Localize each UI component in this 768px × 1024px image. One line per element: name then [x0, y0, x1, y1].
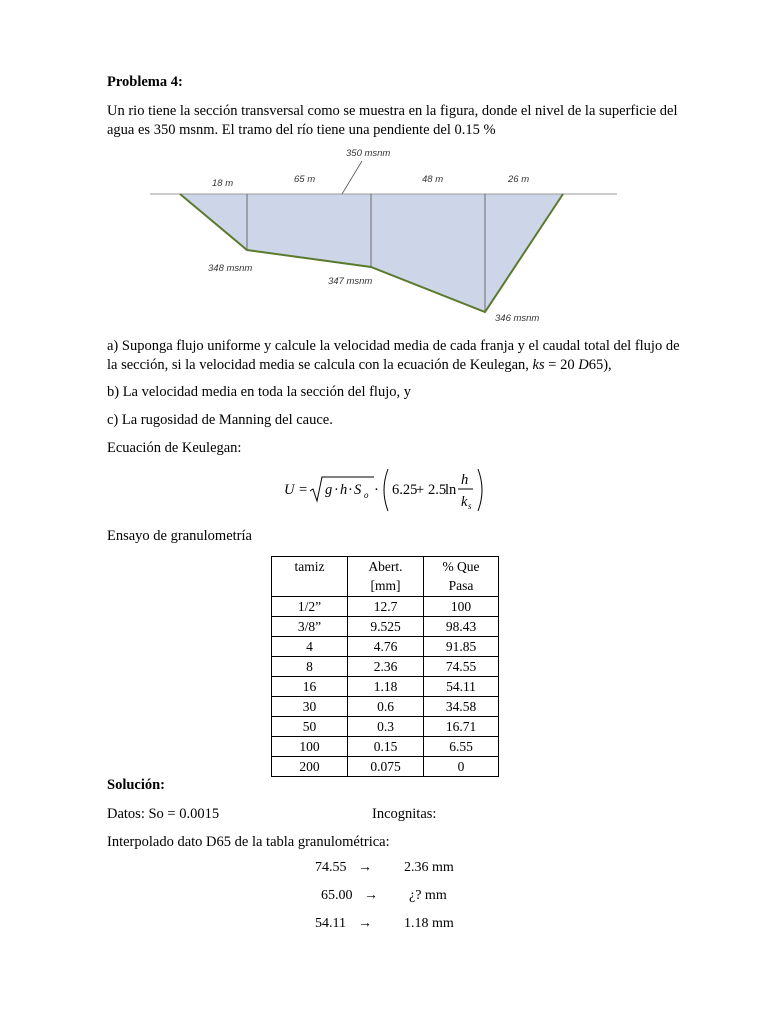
table-row [272, 617, 499, 637]
table-row [272, 657, 499, 677]
cell-pasa: 6.55 [424, 737, 499, 757]
cell-tamiz: 3/8” [272, 617, 348, 637]
interp-left-1: 74.55 [315, 860, 347, 875]
question-c: c) La rugosidad de Manning del cauce. [107, 412, 333, 428]
eq-num-h: h [461, 472, 469, 488]
eq-dot-2: · [348, 482, 353, 498]
water-level-label: 350 msnm [346, 148, 391, 159]
cell-pasa: 16.71 [424, 717, 499, 737]
eq-const-a: 6.25 [392, 482, 418, 498]
header-abertura: Abert. [mm] [348, 557, 424, 597]
datos-line: Datos: So = 0.0015 [107, 806, 220, 822]
cell-abertura: 1.18 [348, 677, 424, 697]
arrow-icon: → [364, 888, 378, 903]
granulometria-label: Ensayo de granulometría [107, 528, 252, 544]
keulegan-label: Ecuación de Keulegan: [107, 440, 242, 456]
interp-right-3: 1.18 mm [404, 916, 454, 931]
question-a-line-1: a) Suponga flujo uniforme y calcule la velocidad media de cada franja y el caudal total del flujo de [107, 338, 680, 354]
interp-right-1: 2.36 mm [404, 860, 454, 875]
cell-abertura: 4.76 [348, 637, 424, 657]
question-a-line-2 [107, 355, 612, 375]
eq-den-sub: s [468, 501, 472, 511]
table-row [272, 677, 499, 697]
question-b: b) La velocidad media en toda la sección del flujo, y [107, 384, 411, 400]
eq-s: S [354, 482, 362, 498]
cell-pasa: 74.55 [424, 657, 499, 677]
cell-abertura: 9.525 [348, 617, 424, 637]
intro-line-2: agua es 350 msnm. El tramo del río tiene una pendiente del 0.15 % [107, 122, 496, 138]
cell-tamiz: 8 [272, 657, 348, 677]
cell-tamiz: 50 [272, 717, 348, 737]
table-row [272, 717, 499, 737]
elevation-label-347: 347 msnm [328, 276, 373, 287]
cell-pasa: 98.43 [424, 617, 499, 637]
cell-abertura: 0.15 [348, 737, 424, 757]
table-row [272, 697, 499, 717]
cell-abertura: 0.6 [348, 697, 424, 717]
table-row [272, 637, 499, 657]
ks-tail: 65), [588, 357, 612, 373]
cell-pasa: 54.11 [424, 677, 499, 697]
cell-tamiz: 16 [272, 677, 348, 697]
cell-pasa: 91.85 [424, 637, 499, 657]
left-paren [384, 469, 388, 511]
ks-symbol: ks [532, 357, 545, 373]
interp-left-2: 65.00 [321, 888, 353, 903]
header-tamiz: tamiz [272, 557, 348, 597]
ks-equals: = 20 [544, 357, 579, 373]
cell-abertura: 0.075 [348, 757, 424, 777]
cell-abertura: 2.36 [348, 657, 424, 677]
interpolation-label: Interpolado dato D65 de la tabla granulométrica: [107, 834, 390, 850]
solucion-heading: Solución: [107, 777, 166, 793]
cell-pasa: 0 [424, 757, 499, 777]
cell-pasa: 34.58 [424, 697, 499, 717]
header-que-pasa: % Que Pasa [424, 557, 499, 597]
table-row [272, 737, 499, 757]
width-label-3: 48 m [422, 174, 444, 185]
right-paren [478, 469, 482, 511]
cell-tamiz: 100 [272, 737, 348, 757]
cell-tamiz: 4 [272, 637, 348, 657]
eq-den-k: k [461, 494, 468, 510]
width-label-2: 65 m [294, 174, 316, 185]
table-row [272, 757, 499, 777]
table-header-row [272, 557, 499, 597]
elevation-label-348: 348 msnm [208, 263, 253, 274]
eq-equals: = [299, 482, 308, 498]
eq-g: g [325, 482, 333, 498]
interp-left-3: 54.11 [315, 916, 346, 931]
cell-tamiz: 200 [272, 757, 348, 777]
cell-abertura: 0.3 [348, 717, 424, 737]
width-label-4: 26 m [508, 174, 530, 185]
arrow-icon: → [358, 916, 372, 931]
cell-abertura: 12.7 [348, 597, 424, 617]
problem-title: Problema 4: [107, 74, 183, 90]
table-row [272, 597, 499, 617]
incognitas-line: Incognitas: [372, 806, 437, 822]
keulegan-equation [280, 463, 495, 517]
eq-u: U [284, 482, 295, 498]
cell-pasa: 100 [424, 597, 499, 617]
d-symbol: D [578, 357, 589, 373]
eq-s-sub: o [364, 490, 369, 500]
eq-h: h [340, 482, 348, 498]
question-a-line-2-text: la sección, si la velocidad media se calcula con la ecuación de Keulegan, [107, 357, 533, 373]
river-cross-section-figure [140, 140, 630, 330]
width-label-1: 18 m [212, 178, 234, 189]
elevation-label-346: 346 msnm [495, 313, 540, 324]
arrow-icon: → [358, 860, 372, 875]
eq-dot-1: · [334, 482, 339, 498]
interp-right-2: ¿? mm [409, 888, 447, 903]
eq-plus: + [416, 482, 425, 498]
eq-const-b: 2.5 [428, 482, 447, 498]
intro-line-1: Un rio tiene la sección transversal como se muestra en la figura, donde el nivel de la superficie del [107, 103, 678, 119]
cell-tamiz: 1/2” [272, 597, 348, 617]
eq-dot-3: · [374, 482, 379, 498]
cell-tamiz: 30 [272, 697, 348, 717]
water-label-leader [342, 161, 362, 194]
granulometry-table [271, 556, 499, 777]
eq-ln: ln [445, 482, 457, 498]
